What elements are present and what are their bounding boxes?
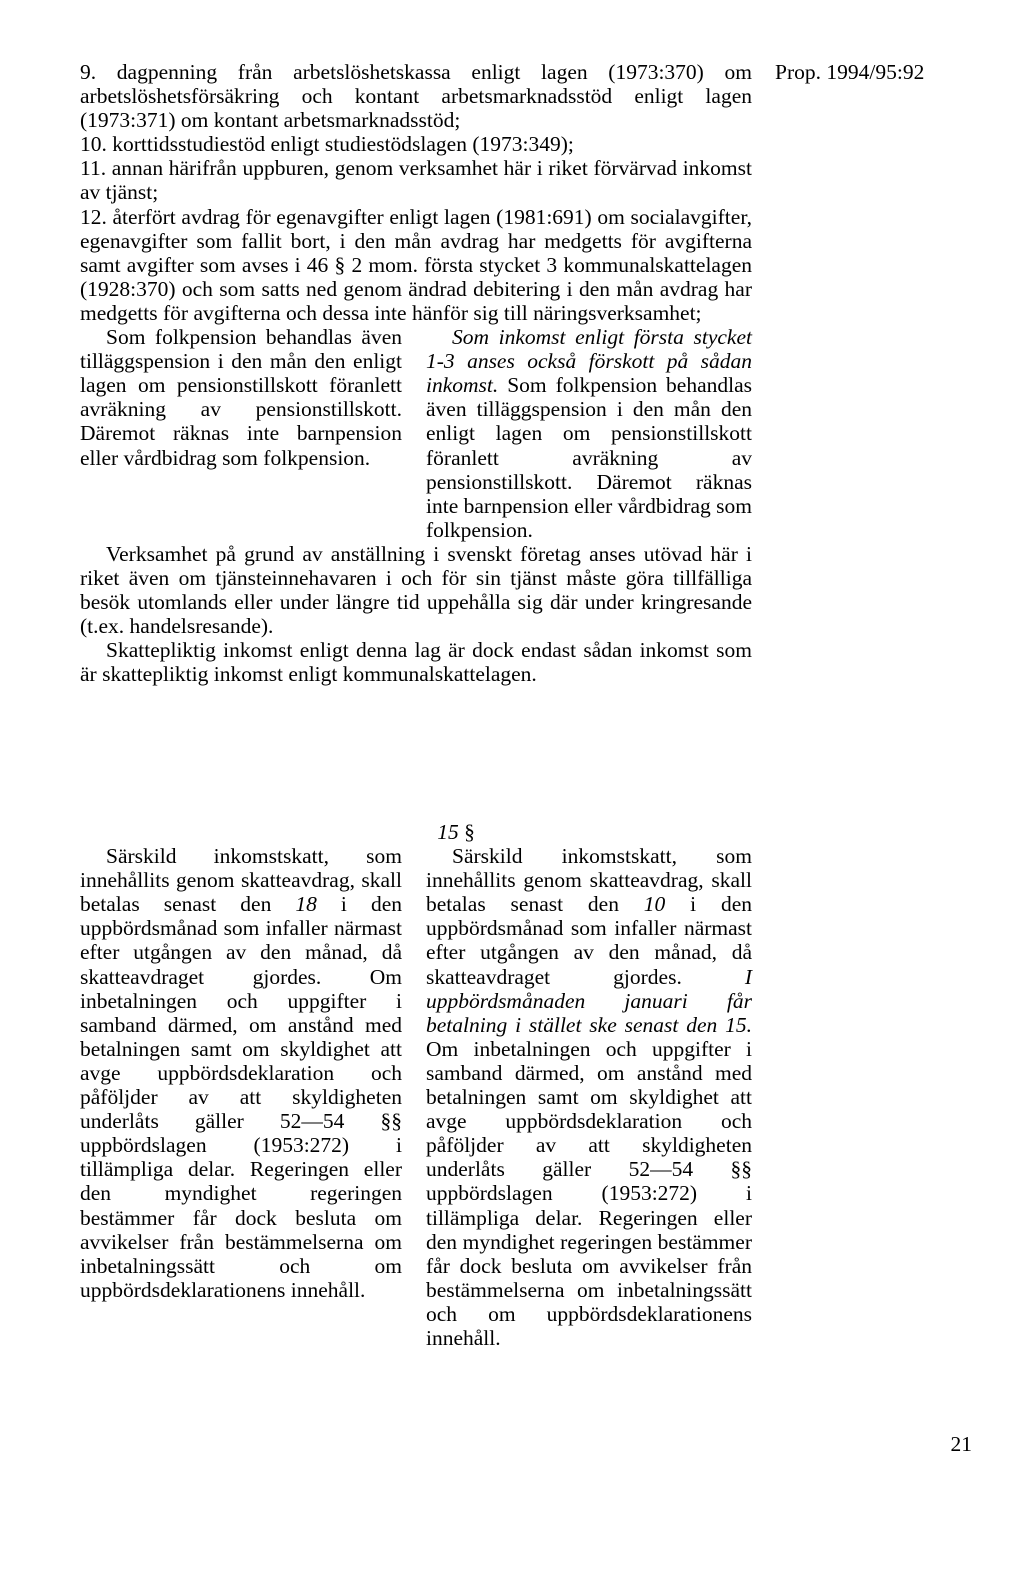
proposed-wording-column xyxy=(426,325,752,542)
text-segment: Särskild inkomstskatt, som innehållits genom skatteavdrag, skall betalas senast den xyxy=(80,844,402,917)
document-reference: Prop. 1994/95:92 xyxy=(775,60,925,84)
list-item-9: 9. dagpenning från arbetslöshetskassa enligt lagen (1973:370) om arbetslöshetsförsäkring och kontant arbetsmarknadsstöd enligt lagen (1973:371) om kontant arbetsmarknadsstöd; xyxy=(80,60,752,133)
text-segment: i den uppbördsmånad som infaller närmast efter utgången av den månad, då skatteavdraget gjordes. Om inbetalningen och uppgifter i samband därmed, om anstånd med betalningen samt om skyldighet att avge uppbördsdeklaration och påföljder av att skyldigheten underlåts gäller 52—54 §§ uppbördslagen (1953:272) i tillämpliga delar. Regeringen eller den myndighet regeringen bestämmer får dock besluta om avvikelser från bestämmelserna om inbetalningssätt och om uppbördsdeklarationens innehåll. xyxy=(80,892,402,1302)
body-paragraph-2: Skattepliktig inkomst enligt denna lag är dock endast sådan inkomst som är skattepliktig inkomst enligt kommunalskattelagen. xyxy=(80,638,752,687)
comparison-columns-2 xyxy=(80,844,752,1350)
section-sign: § xyxy=(458,820,475,844)
payment-day-proposed: 10 xyxy=(643,892,666,917)
list-item-11: 11. annan härifrån uppburen, genom verksamhet här i riket förvärvad inkomst av tjänst; xyxy=(80,156,752,205)
proposed-wording-column-2 xyxy=(426,844,752,1350)
current-wording-column-2 xyxy=(80,844,402,1350)
section-15 xyxy=(80,820,752,1350)
current-wording-text-2 xyxy=(80,844,402,1302)
page-number: 21 xyxy=(950,1432,972,1456)
main-text xyxy=(80,60,752,686)
current-wording-column xyxy=(80,325,402,542)
body-paragraph-1: Verksamhet på grund av anställning i svenskt företag anses utövad här i riket även om tjänsteinnehavaren i och för sin tjänst måste göra tillfälliga besök utomlands eller under längre tid uppehålla sig där under kringresande (t.ex. handelsresande). xyxy=(80,541,752,639)
proposed-wording-text xyxy=(426,325,752,542)
proposed-italic-text: Som inkomst enligt första stycket 1-3 anses också förskott på sådan inkomst. xyxy=(426,325,752,398)
proposed-wording-text-2 xyxy=(426,844,752,1350)
proposed-regular-text: Som folkpension behandlas även tilläggspension i den mån den enligt lagen om pensionstillskott föranlett avräkning av pensionstillskott. Däremot räknas inte barnpension eller vårdbidrag som folkpension. xyxy=(426,373,752,542)
current-wording-text: Som folkpension behandlas även tilläggspension i den mån den enligt lagen om pensionstillskott föranlett avräkning av pensionstillskott. Däremot räknas inte barnpension eller vårdbidrag som folkpension. xyxy=(80,325,402,470)
section-number: 15 xyxy=(437,820,459,844)
text-segment: i den uppbördsmånad som infaller närmast efter utgången av den månad, då skatteavdraget gjordes. xyxy=(426,892,752,989)
payment-day-current: 18 xyxy=(295,892,317,917)
list-item-10: 10. korttidsstudiestöd enligt studiestödslagen (1973:349); xyxy=(80,132,574,157)
text-segment: Om inbetalningen och uppgifter i samband därmed, om anstånd med betalningen samt om skyldighet att avge uppbördsdeklaration och påföljder av att skyldigheten underlåts gäller 52—54 §§ uppbördslagen (1953:272) i tillämpliga delar. Regeringen eller den myndighet regeringen bestämmer får dock besluta om avvikelser från bestämmelserna om inbetalningssätt och om uppbördsdeklarationens innehåll. xyxy=(426,1036,752,1350)
section-heading xyxy=(80,820,752,844)
proposed-italic-text-2: I uppbördsmånaden januari får betalning i stället ske senast den 15. xyxy=(426,964,752,1037)
comparison-columns-1 xyxy=(80,325,752,542)
text-segment: Särskild inkomstskatt, som innehållits genom skatteavdrag, skall betalas senast den xyxy=(426,844,752,917)
list-item-12: 12. återfört avdrag för egenavgifter enligt lagen (1981:691) om socialavgifter, egenavgifter som fallit bort, i den mån avdrag har medgetts för avgifterna samt avgifter som avses i 46 § 2 mom. första stycket 3 kommunalskattelagen (1928:370) och som satts ned genom ändrad debitering i den mån avdrag har medgetts för avgifterna och dessa inte hänför sig till näringsverksamhet; xyxy=(80,204,752,325)
